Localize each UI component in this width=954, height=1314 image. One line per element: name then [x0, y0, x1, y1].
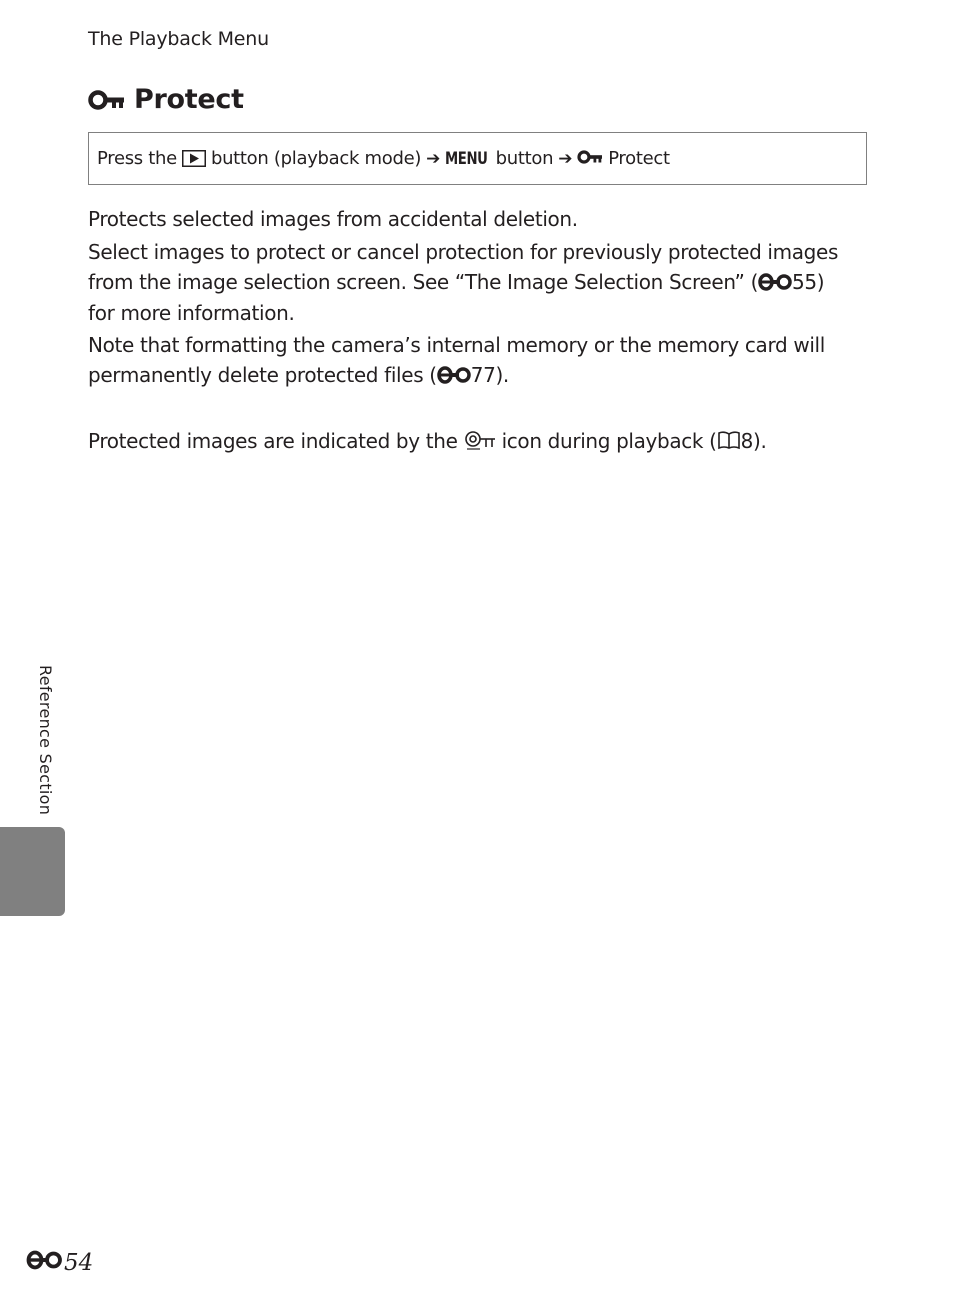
nav-button-mode-text: button (playback mode) [210, 148, 422, 169]
reference-page-link[interactable]: 77 [470, 362, 496, 387]
paragraph-format-note [88, 331, 848, 392]
play-button-icon [182, 150, 206, 167]
protected-indicator-icon [464, 429, 496, 459]
section-tab [0, 827, 65, 916]
running-head: The Playback Menu [88, 28, 269, 50]
reference-section-icon [26, 1250, 62, 1276]
nav-item-text: Protect [608, 148, 670, 169]
page-number [26, 1250, 93, 1276]
key-icon [577, 148, 603, 169]
reference-page-link[interactable]: 55 [792, 269, 817, 294]
text-run: Protected images are indicated by the [88, 429, 458, 453]
text-run: Select images to protect or cancel protection for previously protected images from the image selection screen. See “The Image Selection Screen” ( [88, 240, 839, 294]
nav-button-text: button [495, 148, 554, 169]
navigation-path [88, 132, 867, 185]
arrow-right-icon: ➔ [426, 148, 441, 169]
reference-section-icon [437, 363, 471, 393]
paragraph-intro: Protects selected images from accidental deletion. [88, 207, 578, 231]
manual-page-link[interactable]: 8 [740, 429, 753, 453]
nav-press-text: Press the [97, 148, 177, 169]
menu-button-label: MENU [445, 148, 488, 169]
key-icon [88, 90, 126, 110]
reference-section-icon [758, 270, 792, 300]
text-run: ). [753, 429, 767, 453]
page-title-text: Protect [134, 84, 244, 115]
section-side-label: Reference Section [36, 665, 55, 816]
page-title [88, 84, 244, 115]
text-run: icon during playback ( [501, 429, 717, 453]
book-icon [717, 429, 741, 459]
page-number-text: 54 [64, 1250, 94, 1276]
arrow-right-icon: ➔ [558, 148, 573, 169]
paragraph-protected-indicator [88, 427, 848, 459]
text-run: ). [495, 362, 509, 387]
text-run: ) for more information. [88, 269, 825, 325]
paragraph-selection [88, 238, 848, 329]
text-run: Note that formatting the camera’s internal memory or the memory card will permanently delete protected files ( [88, 333, 825, 387]
